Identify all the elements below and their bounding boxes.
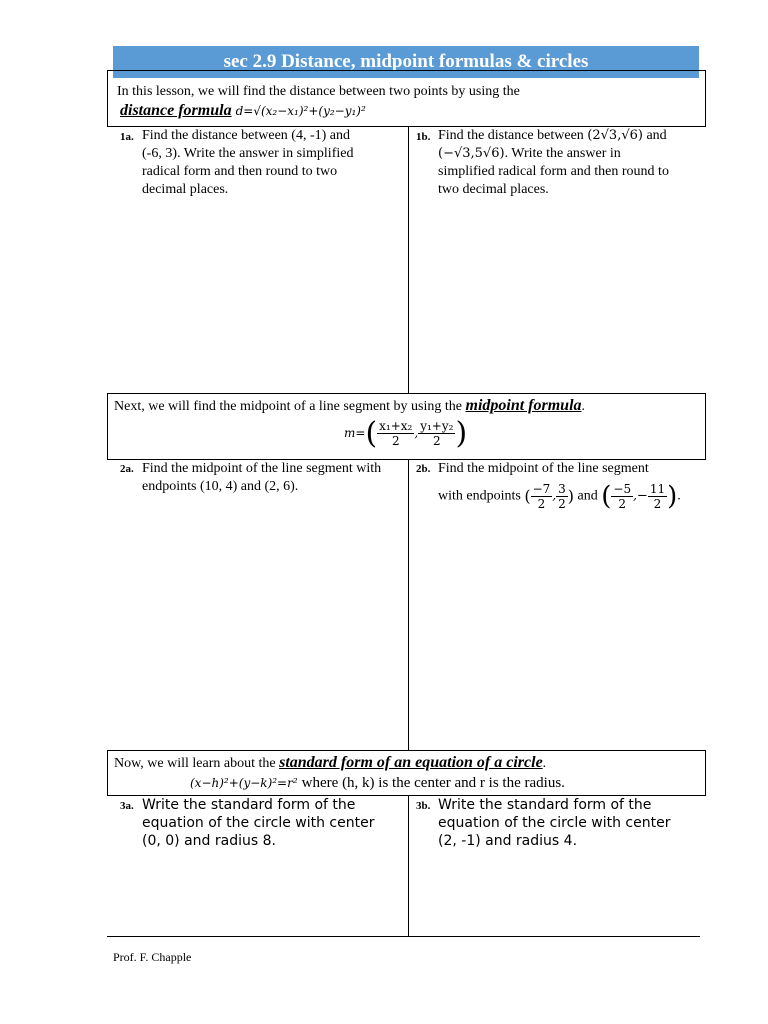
q1b-line: [438, 127, 700, 145]
question-number-1a: 1a.: [120, 131, 134, 143]
right-paren: ): [455, 416, 468, 451]
distance-formula-label: distance formula: [120, 102, 232, 119]
q1b-and: and: [646, 128, 667, 143]
distance-intro-text: In this lesson, we will find the distance between two points by using the: [117, 84, 520, 99]
circle-equation-line: [190, 774, 565, 792]
q2b-and: and: [577, 488, 598, 504]
question-2b: [438, 460, 700, 511]
question-number-2a: 2a.: [120, 463, 134, 475]
q2b-frac-4: $\frac{11}{2}$: [649, 482, 666, 511]
circle-equation: (x−h)²+(y−k)²=r²: [190, 776, 298, 790]
column-divider: [408, 796, 409, 937]
q1a-line: (-6, 3). Write the answer in simplified: [142, 146, 354, 161]
q1b-rest: . Write the answer in: [504, 146, 621, 161]
left-paren: (: [365, 416, 378, 451]
footer-divider: [107, 936, 700, 937]
q2b-line: Find the midpoint of the line segment: [438, 461, 649, 476]
q1a-line: decimal places.: [142, 182, 229, 197]
question-number-2b: 2b.: [416, 463, 431, 475]
q1a-line: radical form and then round to two: [142, 164, 338, 179]
page-title: sec 2.9 Distance, midpoint formulas & circles: [113, 46, 699, 78]
q2b-endpoints: with endpoints ( $\frac{-7}{2}$ , $\frac{3}{2}$ ) and ( $\frac{-5}{2}$ ,− $\frac{11}{2}$ ).: [438, 481, 681, 512]
q3b-line: (2, -1) and radius 4.: [438, 833, 578, 849]
q1b-point-1: (2√3,√6): [587, 128, 643, 143]
column-divider: [408, 127, 409, 393]
q1a-line: Find the distance between (4, -1) and: [142, 128, 350, 143]
q2b-frac-1: $\frac{-7}{2}$: [532, 482, 551, 511]
q3a-line: Write the standard form of the: [142, 797, 356, 813]
distance-formula-line: [120, 102, 366, 120]
question-number-1b: 1b.: [416, 131, 431, 143]
question-number-3b: 3b.: [416, 800, 431, 812]
q1b-line: [438, 145, 700, 163]
circle-formula-label: standard form of an equation of a circle: [279, 754, 543, 771]
q1b-point-2: (−√3,5√6): [438, 146, 505, 161]
q1b-prefix: Find the distance between: [438, 128, 584, 143]
q3b-line: equation of the circle with center: [438, 815, 671, 831]
q3a-line: equation of the circle with center: [142, 815, 375, 831]
q2a-line: endpoints (10, 4) and (2, 6).: [142, 479, 299, 494]
midpoint-m: m=: [344, 426, 366, 441]
y-fraction: $\frac{\text{y₁+y₂}}{2}$: [420, 419, 454, 448]
q2b-with: with endpoints: [438, 488, 521, 504]
midpoint-formula-equation: [344, 416, 467, 451]
question-3a: [142, 796, 404, 850]
question-3b: [438, 796, 700, 850]
midpoint-intro-line: [114, 397, 585, 415]
midpoint-intro-text: Next, we will find the midpoint of a line segment by using the: [114, 399, 462, 414]
footer-author: Prof. F. Chapple: [113, 950, 192, 964]
q1b-line: two decimal places.: [438, 182, 549, 197]
circle-equation-desc: where (h, k) is the center and r is the radius.: [301, 775, 565, 791]
q2b-frac-3: $\frac{-5}{2}$: [613, 482, 632, 511]
x-fraction: $\frac{\text{x₁+x₂}}{2}$: [379, 419, 413, 448]
q1b-line: simplified radical form and then round to: [438, 164, 669, 179]
distance-formula-equation: d=√(x₂−x₁)²+(y₂−y₁)²: [235, 104, 366, 118]
q2a-line: Find the midpoint of the line segment with: [142, 461, 382, 476]
question-2a: [142, 460, 404, 496]
circle-intro-text: Now, we will learn about the: [114, 756, 276, 771]
comma: ,: [414, 426, 419, 441]
circle-intro-line: [114, 754, 546, 772]
question-1b: [438, 127, 700, 199]
q3a-line: (0, 0) and radius 8.: [142, 833, 276, 849]
q2b-frac-2: $\frac{3}{2}$: [558, 482, 566, 511]
question-1a: [142, 127, 404, 199]
column-divider: [408, 460, 409, 750]
midpoint-formula-label: midpoint formula: [465, 397, 582, 414]
circle-period: .: [542, 756, 547, 771]
question-number-3a: 3a.: [120, 800, 134, 812]
q3b-line: Write the standard form of the: [438, 797, 652, 813]
midpoint-period: .: [581, 399, 586, 414]
